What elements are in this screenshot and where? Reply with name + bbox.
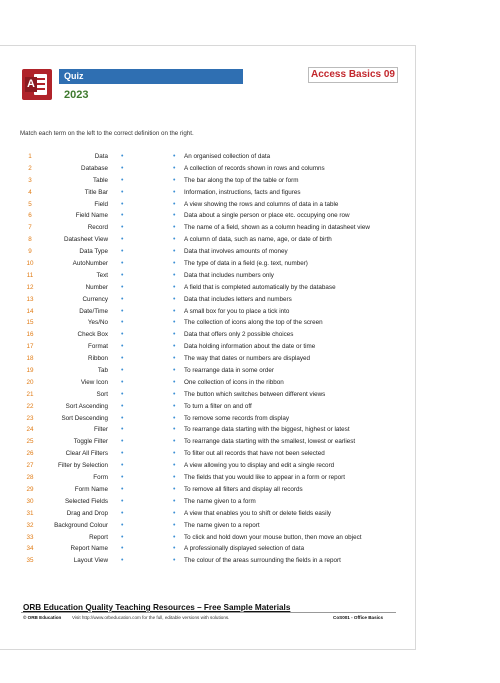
term-bullet-icon[interactable]: • xyxy=(121,176,124,184)
definition-bullet-icon[interactable]: • xyxy=(173,212,176,220)
match-row xyxy=(0,460,416,472)
definition-label: To turn a filter on and off xyxy=(184,402,252,410)
row-number: 30 xyxy=(26,497,34,505)
match-row xyxy=(0,555,416,567)
footer-visit-text: Visit http://www.orbeducation.com for the full, editable versions with solutions. xyxy=(72,615,230,620)
definition-bullet-icon[interactable]: • xyxy=(173,485,176,493)
row-number: 27 xyxy=(26,462,34,470)
term-bullet-icon[interactable]: • xyxy=(121,164,124,172)
definition-label: A small box for you to place a tick into xyxy=(184,307,290,315)
definition-label: A view that enables you to shift or delete fields easily xyxy=(184,509,332,517)
row-number: 24 xyxy=(26,426,34,434)
definition-label: Data that includes numbers only xyxy=(184,271,274,279)
year-label: 2023 xyxy=(64,89,89,101)
term-label: Field Name xyxy=(75,212,108,220)
instructions: Match each term on the left to the correct definition on the right. xyxy=(20,130,194,137)
term-label: Layout View xyxy=(73,557,108,565)
term-bullet-icon[interactable]: • xyxy=(121,462,124,470)
definition-label: One collection of icons in the ribbon xyxy=(184,378,284,386)
row-number: 15 xyxy=(26,319,34,327)
match-row xyxy=(0,270,416,282)
term-bullet-icon[interactable]: • xyxy=(121,390,124,398)
row-number: 8 xyxy=(28,236,32,244)
term-bullet-icon[interactable]: • xyxy=(121,331,124,339)
term-label: Selected Fields xyxy=(64,497,108,505)
definition-label: A collection of records shown in rows and columns xyxy=(184,164,325,172)
term-label: Title Bar xyxy=(84,188,108,196)
row-number: 22 xyxy=(26,402,34,410)
term-label: View Icon xyxy=(80,378,108,386)
definition-label: To click and hold down your mouse button, then move an object xyxy=(184,533,362,541)
definition-label: A field that is completed automatically by the database xyxy=(184,283,336,291)
term-bullet-icon[interactable]: • xyxy=(121,438,124,446)
term-label: Toggle Filter xyxy=(73,438,108,446)
definition-bullet-icon[interactable]: • xyxy=(173,402,176,410)
term-label: Tab xyxy=(97,367,108,375)
term-label: Table xyxy=(92,176,108,184)
term-bullet-icon[interactable]: • xyxy=(121,343,124,351)
match-row xyxy=(0,496,416,508)
definition-label: A professionally displayed selection of data xyxy=(184,545,305,553)
term-label: Yes/No xyxy=(87,319,108,327)
row-number: 1 xyxy=(28,153,32,160)
term-bullet-icon[interactable]: • xyxy=(121,367,124,375)
row-number: 2 xyxy=(28,164,32,172)
match-row xyxy=(0,532,416,544)
term-bullet-icon[interactable]: • xyxy=(121,557,124,565)
definition-label: Data that offers only 2 possible choices xyxy=(184,331,294,339)
match-row xyxy=(0,472,416,484)
match-row xyxy=(0,508,416,520)
row-number: 3 xyxy=(28,176,32,184)
row-number: 20 xyxy=(26,378,34,386)
definition-bullet-icon[interactable]: • xyxy=(173,521,176,529)
definition-bullet-icon[interactable]: • xyxy=(173,378,176,386)
term-label: Clear All Filters xyxy=(65,450,108,458)
term-bullet-icon[interactable]: • xyxy=(121,485,124,493)
definition-bullet-icon[interactable]: • xyxy=(173,188,176,196)
definition-bullet-icon[interactable]: • xyxy=(173,355,176,363)
row-number: 26 xyxy=(26,450,34,458)
term-label: Text xyxy=(96,271,108,279)
term-bullet-icon[interactable]: • xyxy=(121,533,124,541)
term-bullet-icon[interactable]: • xyxy=(121,497,124,505)
definition-bullet-icon[interactable]: • xyxy=(173,450,176,458)
term-label: Form Name xyxy=(74,485,108,493)
term-label: Format xyxy=(88,343,108,351)
definition-label: Data that involves amounts of money xyxy=(184,248,288,256)
row-number: 6 xyxy=(28,212,32,220)
sheet-title: Access Basics 09 xyxy=(308,67,398,83)
row-number: 11 xyxy=(26,271,34,279)
row-number: 12 xyxy=(26,283,34,291)
row-number: 14 xyxy=(26,307,34,315)
term-label: Check Box xyxy=(77,331,108,339)
match-row xyxy=(0,187,416,199)
match-row xyxy=(0,151,416,163)
definition-bullet-icon[interactable]: • xyxy=(173,200,176,208)
definition-label: To rearrange data starting with the smallest, lowest or earliest xyxy=(184,438,356,446)
definition-label: To rearrange data in some order xyxy=(184,367,274,375)
definition-bullet-icon[interactable]: • xyxy=(173,260,176,268)
definition-bullet-icon[interactable]: • xyxy=(173,545,176,553)
match-row xyxy=(0,424,416,436)
definition-bullet-icon[interactable]: • xyxy=(173,331,176,339)
definition-bullet-icon[interactable]: • xyxy=(173,153,176,160)
definition-bullet-icon[interactable]: • xyxy=(173,236,176,244)
match-row xyxy=(0,520,416,532)
definition-label: The way that dates or numbers are displayed xyxy=(184,355,311,363)
definition-label: The name given to a report xyxy=(184,521,260,529)
match-row xyxy=(0,543,416,555)
row-number: 4 xyxy=(28,188,32,196)
definition-label: An organised collection of data xyxy=(184,153,271,160)
row-number: 21 xyxy=(26,390,34,398)
definition-bullet-icon[interactable]: • xyxy=(173,462,176,470)
definition-bullet-icon[interactable]: • xyxy=(173,164,176,172)
term-label: Number xyxy=(85,283,108,291)
term-bullet-icon[interactable]: • xyxy=(121,188,124,196)
term-bullet-icon[interactable]: • xyxy=(121,224,124,232)
term-label: Database xyxy=(81,164,108,172)
footer-code: CoS001 - Office Basics xyxy=(333,615,384,620)
definition-bullet-icon[interactable]: • xyxy=(173,271,176,279)
match-row xyxy=(0,163,416,175)
definition-bullet-icon[interactable]: • xyxy=(173,248,176,256)
row-number: 31 xyxy=(26,509,34,517)
match-row xyxy=(0,353,416,365)
term-bullet-icon[interactable]: • xyxy=(121,295,124,303)
term-label: Datasheet View xyxy=(64,236,108,244)
term-label: Field xyxy=(94,200,108,208)
term-bullet-icon[interactable]: • xyxy=(121,426,124,434)
row-number: 23 xyxy=(26,414,34,422)
match-row xyxy=(0,210,416,222)
footer-divider xyxy=(21,612,396,613)
definition-bullet-icon[interactable]: • xyxy=(173,367,176,375)
term-label: AutoNumber xyxy=(72,260,108,268)
match-row xyxy=(0,294,416,306)
match-row xyxy=(0,365,416,377)
definition-bullet-icon[interactable]: • xyxy=(173,224,176,232)
definition-bullet-icon[interactable]: • xyxy=(173,509,176,517)
row-number: 34 xyxy=(26,545,34,553)
term-bullet-icon[interactable]: • xyxy=(121,200,124,208)
definition-label: To remove some records from display xyxy=(184,414,289,422)
footer-copyright: © ORB Education xyxy=(23,615,62,620)
term-bullet-icon[interactable]: • xyxy=(121,414,124,422)
definition-label: To rearrange data starting with the biggest, highest or latest xyxy=(184,426,350,434)
definition-label: To filter out all records that have not been selected xyxy=(184,450,325,458)
definition-label: To remove all filters and display all records xyxy=(184,485,303,493)
term-label: Sort Ascending xyxy=(65,402,108,410)
term-bullet-icon[interactable]: • xyxy=(121,402,124,410)
match-row xyxy=(0,306,416,318)
row-number: 32 xyxy=(26,521,34,529)
row-number: 28 xyxy=(26,474,34,482)
definition-label: Data that includes letters and numbers xyxy=(184,295,292,303)
definition-label: Data about a single person or place etc. occupying one row xyxy=(184,212,350,220)
term-bullet-icon[interactable]: • xyxy=(121,474,124,482)
term-bullet-icon[interactable]: • xyxy=(121,236,124,244)
row-number: 10 xyxy=(26,260,34,268)
definition-label: The bar along the top of the table or form xyxy=(184,176,299,184)
definition-label: A view allowing you to display and edit a single record xyxy=(184,462,335,470)
term-label: Sort Descending xyxy=(61,414,108,422)
row-number: 19 xyxy=(26,367,34,375)
term-bullet-icon[interactable]: • xyxy=(121,509,124,517)
row-number: 17 xyxy=(26,343,34,351)
definition-bullet-icon[interactable]: • xyxy=(173,557,176,565)
row-number: 25 xyxy=(26,438,34,446)
definition-label: Data holding information about the date or time xyxy=(184,343,316,351)
term-bullet-icon[interactable]: • xyxy=(121,355,124,363)
term-label: Filter xyxy=(94,426,108,434)
match-row xyxy=(0,199,416,211)
match-row xyxy=(0,401,416,413)
term-label: Report Name xyxy=(70,545,108,553)
match-row xyxy=(0,222,416,234)
term-bullet-icon[interactable]: • xyxy=(121,378,124,386)
row-number: 35 xyxy=(26,557,34,565)
match-row xyxy=(0,389,416,401)
logo-letter: A xyxy=(25,77,37,92)
footer-title: ORB Education Quality Teaching Resources – Free Sample Materials xyxy=(23,603,291,612)
term-label: Report xyxy=(89,533,108,541)
term-bullet-icon[interactable]: • xyxy=(121,545,124,553)
definition-bullet-icon[interactable]: • xyxy=(173,414,176,422)
definition-bullet-icon[interactable]: • xyxy=(173,533,176,541)
definition-label: The type of data in a field (e.g. text, number) xyxy=(184,260,308,268)
term-label: Data xyxy=(94,153,108,160)
term-bullet-icon[interactable]: • xyxy=(121,521,124,529)
match-row xyxy=(0,258,416,270)
definition-label: The collection of icons along the top of the screen xyxy=(184,319,323,327)
definition-label: The name of a field, shown as a column heading in datasheet view xyxy=(184,224,370,232)
quiz-title: Quiz xyxy=(59,69,243,84)
definition-bullet-icon[interactable]: • xyxy=(173,319,176,327)
match-row xyxy=(0,413,416,425)
term-label: Background Colour xyxy=(54,521,108,529)
term-label: Ribbon xyxy=(88,355,108,363)
definition-label: The fields that you would like to appear in a form or report xyxy=(184,474,346,482)
term-bullet-icon[interactable]: • xyxy=(121,307,124,315)
row-number: 18 xyxy=(26,355,34,363)
term-bullet-icon[interactable]: • xyxy=(121,283,124,291)
term-bullet-icon[interactable]: • xyxy=(121,271,124,279)
definition-bullet-icon[interactable]: • xyxy=(173,343,176,351)
term-bullet-icon[interactable]: • xyxy=(121,260,124,268)
match-row xyxy=(0,341,416,353)
definition-bullet-icon[interactable]: • xyxy=(173,474,176,482)
term-label: Data Type xyxy=(79,248,108,256)
definition-label: The button which switches between different views xyxy=(184,390,326,398)
access-logo-icon xyxy=(22,69,52,100)
match-row xyxy=(0,234,416,246)
definition-bullet-icon[interactable]: • xyxy=(173,497,176,505)
definition-bullet-icon[interactable]: • xyxy=(173,283,176,291)
match-row xyxy=(0,377,416,389)
term-label: Date/Time xyxy=(79,307,108,315)
definition-label: The name given to a form xyxy=(184,497,256,505)
match-row xyxy=(0,175,416,187)
term-label: Drag and Drop xyxy=(66,509,108,517)
term-bullet-icon[interactable]: • xyxy=(121,212,124,220)
row-number: 9 xyxy=(28,248,32,256)
definition-label: Information, instructions, facts and figures xyxy=(184,188,301,196)
definition-bullet-icon[interactable]: • xyxy=(173,307,176,315)
definition-label: A view showing the rows and columns of data in a table xyxy=(184,200,339,208)
row-number: 16 xyxy=(26,331,34,339)
term-bullet-icon[interactable]: • xyxy=(121,153,124,160)
definition-bullet-icon[interactable]: • xyxy=(173,438,176,446)
definition-label: The colour of the areas surrounding the fields in a report xyxy=(184,557,341,565)
term-bullet-icon[interactable]: • xyxy=(121,450,124,458)
term-bullet-icon[interactable]: • xyxy=(121,319,124,327)
definition-bullet-icon[interactable]: • xyxy=(173,390,176,398)
term-bullet-icon[interactable]: • xyxy=(121,248,124,256)
match-row xyxy=(0,436,416,448)
definition-label: A column of data, such as name, age, or date of birth xyxy=(184,236,332,244)
match-row xyxy=(0,329,416,341)
match-row xyxy=(0,317,416,329)
match-row xyxy=(0,484,416,496)
term-label: Currency xyxy=(82,295,108,303)
row-number: 13 xyxy=(26,295,34,303)
definition-bullet-icon[interactable]: • xyxy=(173,426,176,434)
row-number: 29 xyxy=(26,485,34,493)
term-label: Filter by Selection xyxy=(57,462,108,470)
row-number: 5 xyxy=(28,200,32,208)
match-row xyxy=(0,282,416,294)
matching-list xyxy=(0,151,416,567)
match-row xyxy=(0,246,416,258)
row-number: 33 xyxy=(26,533,34,541)
definition-bullet-icon[interactable]: • xyxy=(173,295,176,303)
term-label: Record xyxy=(87,224,108,232)
definition-bullet-icon[interactable]: • xyxy=(173,176,176,184)
term-label: Sort xyxy=(96,390,108,398)
row-number: 7 xyxy=(28,224,32,232)
term-label: Form xyxy=(93,474,108,482)
match-row xyxy=(0,448,416,460)
